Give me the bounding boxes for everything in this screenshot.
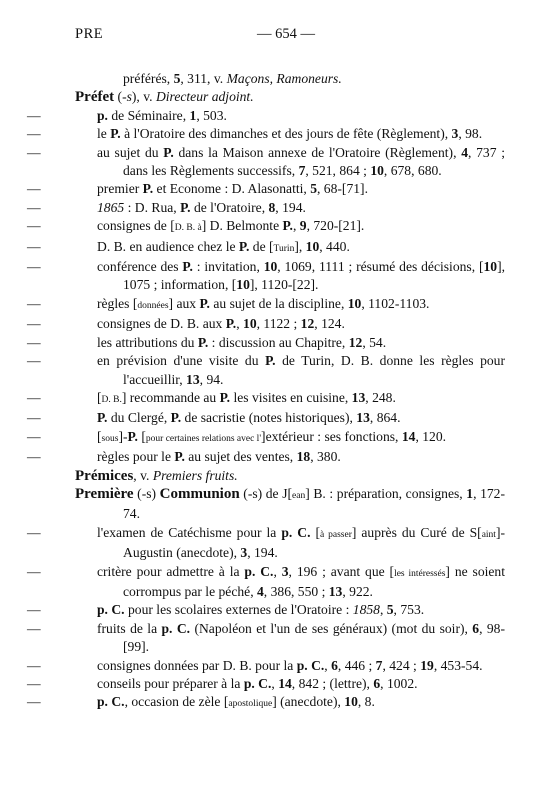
entry-text: 6 — [472, 620, 480, 636]
entry-text: conseils pour préparer à la — [97, 676, 244, 691]
entry-text: consignes données par D. B. pour la — [97, 657, 297, 673]
entry-text: 14 — [401, 428, 416, 444]
entry-text: Communion — [159, 485, 240, 502]
entry-text: 12 — [348, 334, 363, 350]
entry-text: p. C. — [161, 620, 191, 636]
entry-text: , 8. — [357, 694, 375, 710]
entry-text: pour certaines relations avec l' — [145, 433, 262, 444]
entry-text: de l'Oratoire, — [190, 199, 269, 215]
entry-text: P. — [219, 389, 231, 405]
index-headword-entry — [75, 485, 505, 524]
entry-text: 6 — [373, 676, 381, 691]
index-entry — [27, 675, 505, 693]
entry-text: P. — [97, 410, 108, 426]
entry-text: 4 — [461, 144, 468, 160]
entry-text: 7 — [298, 163, 306, 179]
entry-text: p. — [97, 107, 108, 123]
entry-text: consignes de D. B. aux — [97, 316, 226, 332]
index-entry — [27, 389, 505, 409]
entry-text: P. — [197, 334, 209, 350]
entry-dash: — — [27, 676, 41, 691]
entry-text: 1 — [189, 107, 197, 123]
entry-text: ] recommande au — [121, 389, 220, 405]
entry-dash: — — [27, 389, 41, 405]
entry-text: , 503. — [196, 107, 227, 123]
entry-text: , 68-[71]. — [317, 181, 368, 197]
entry-text: 10 — [370, 163, 384, 179]
entry-text: 10 — [263, 259, 278, 275]
entry-text: P. — [180, 199, 191, 215]
index-entry — [27, 563, 505, 602]
entry-text: , 196 ; avant que [ — [288, 563, 395, 579]
entry-text: et Econome : D. Alasonatti, — [153, 181, 311, 197]
index-entry — [27, 352, 505, 389]
entry-text: [ — [310, 524, 320, 540]
entry-text: , 98-[99]. — [123, 620, 505, 655]
index-entry — [27, 409, 505, 427]
index-entry — [75, 70, 505, 88]
entry-text: 13 — [186, 371, 200, 387]
entry-text: , 1122 ; — [256, 316, 301, 332]
entry-dash: — — [27, 199, 41, 215]
entry-text: ]-Augustin (anecdote), — [123, 524, 505, 561]
entry-text: , — [236, 316, 244, 332]
entry-dash: — — [27, 353, 41, 369]
entry-text: ] D. Belmonte — [201, 218, 283, 234]
entry-text: 10 — [305, 238, 320, 254]
entry-text: ] aux — [168, 295, 200, 311]
entry-dash: — — [27, 126, 41, 142]
entry-text: au sujet du — [97, 144, 164, 160]
entry-text: D. B. — [101, 394, 122, 405]
index-entry — [27, 428, 505, 448]
entry-text: 13 — [351, 389, 366, 405]
entry-text: , 172-74. — [123, 485, 505, 522]
entry-text: préférés, — [123, 71, 174, 86]
entry-text: 13 — [356, 410, 370, 426]
entry-text: au sujet de la discipline, — [209, 295, 348, 311]
entry-text: critère pour admettre à la — [97, 563, 245, 579]
entry-dash: — — [27, 563, 41, 579]
entry-text: D. B. à — [174, 223, 202, 234]
entry-text: 5 — [386, 602, 394, 618]
entry-text: Directeur adjoint. — [155, 89, 254, 105]
entry-text: ] B. : préparation, consignes, — [305, 485, 467, 501]
entry-text: , 446 ; — [337, 657, 376, 673]
entry-text: règles pour le — [97, 449, 175, 465]
entry-text: les visites en cuisine, — [230, 389, 352, 405]
entry-text: sous — [101, 433, 119, 444]
entry-text: dans la Maison annexe de l'Oratoire (Règlement), — [173, 144, 462, 160]
entry-text: , 864. — [369, 410, 401, 426]
entry-text: à passer — [319, 529, 352, 540]
entry-text: (Napoléon et l'un de ses généraux) (mot du soir), — [190, 620, 473, 636]
entry-text: 8 — [268, 199, 276, 215]
page-number: — 654 — — [257, 26, 315, 42]
entry-text: ]- — [118, 428, 128, 444]
index-entry — [27, 334, 505, 352]
entry-text: 5 — [173, 71, 181, 86]
entry-text: premier — [97, 181, 143, 197]
entry-dash: — — [27, 295, 41, 311]
entry-text: , — [324, 657, 332, 673]
entry-text: P. — [110, 126, 121, 142]
entry-text: 18 — [296, 449, 311, 465]
entry-text: 10 — [483, 259, 498, 275]
entry-text: (-s) — [133, 485, 160, 501]
index-headword-entry — [75, 467, 505, 485]
index-entry — [27, 238, 505, 258]
entry-text: ] ne soient corrompus par le péché, — [123, 563, 505, 599]
entry-text: P. — [282, 218, 293, 234]
entry-text: 14 — [278, 676, 292, 691]
entry-text: pour les scolaires externes de l'Oratoire : — [124, 602, 353, 618]
entry-text: , 842 ; (lettre), — [291, 676, 374, 691]
entry-text: , 124. — [314, 316, 345, 332]
entry-dash: — — [27, 694, 41, 710]
entry-text: : invitation, — [192, 259, 264, 275]
entry-text: , 194. — [247, 545, 278, 561]
entry-text: les intéressés — [394, 568, 446, 579]
entry-text: p. C. — [244, 563, 274, 579]
headword: Première — [75, 485, 134, 502]
entry-text: p. C. — [243, 676, 272, 691]
entry-dash: — — [27, 449, 41, 465]
entry-text: (-s) de J[ — [239, 485, 293, 501]
entry-dash: — — [27, 410, 41, 426]
index-entry — [27, 107, 505, 125]
entry-text: , 1102-1103. — [361, 295, 430, 311]
entry-text: , 453-54. — [433, 657, 483, 673]
entry-text: ] auprès du Curé de S[ — [351, 524, 482, 540]
entry-text: P. — [199, 295, 210, 311]
entry-text: ], 1120-[22]. — [249, 277, 319, 293]
entry-text: P. — [265, 353, 276, 369]
entry-text: , 194. — [275, 199, 306, 215]
entry-text: , 753. — [393, 602, 425, 618]
entry-text: P. — [142, 181, 154, 197]
entry-text: , 386, 550 ; — [263, 583, 329, 599]
index-entry — [27, 295, 505, 315]
entry-text: 10 — [344, 694, 358, 710]
entry-text: les attributions du — [97, 334, 198, 350]
index-entry — [27, 448, 505, 466]
page-header — [75, 26, 495, 46]
entry-text: Maçons, Ramoneurs. — [226, 71, 342, 86]
entry-text: en prévision d'une visite du — [97, 353, 266, 369]
entry-text: , 311, v. — [180, 71, 227, 86]
entry-dash: — — [27, 334, 41, 350]
entry-text: ], — [294, 238, 306, 254]
index-headword-entry — [75, 88, 505, 106]
entry-dash: — — [27, 524, 41, 540]
entry-text: , 678, 680. — [383, 163, 442, 179]
index-entry — [27, 199, 505, 217]
entry-text: de sacristie (notes historiques), — [181, 410, 357, 426]
entry-text: , 922. — [342, 583, 373, 599]
entry-text: , 440. — [319, 238, 350, 254]
entry-text: Turin — [273, 243, 295, 254]
index-content — [27, 70, 505, 714]
entry-text: aint — [481, 529, 496, 540]
headword: Prémices — [75, 467, 134, 484]
entry-text: 1 — [466, 485, 474, 501]
entry-text: de [ — [249, 238, 274, 254]
entry-text: 4 — [257, 583, 264, 599]
entry-text: , 1069, 1111 ; résumé des décisions, [ — [277, 259, 484, 275]
entry-text: , 380. — [310, 449, 341, 465]
entry-text: P. — [238, 238, 250, 254]
index-entry — [27, 180, 505, 198]
entry-text: , — [379, 602, 387, 618]
entry-text: , 737 ; dans les Règlements successifs, — [123, 144, 505, 179]
entry-text: le — [97, 126, 111, 142]
entry-text: , 720-[21]. — [306, 218, 365, 234]
entry-text: 9 — [299, 218, 307, 234]
index-entry — [27, 217, 505, 237]
entry-text: Premiers fruits. — [152, 467, 238, 483]
index-entry — [27, 524, 505, 563]
entry-text: : discussion au Chapitre, — [208, 334, 349, 350]
entry-text: au sujet des ventes, — [184, 449, 297, 465]
entry-text: , 1002. — [380, 676, 418, 691]
entry-text: P. — [163, 144, 174, 160]
entry-text: 19 — [420, 657, 434, 673]
entry-text: p. C. — [296, 657, 325, 673]
entry-text: ]extérieur : ses fonctions, — [261, 428, 402, 444]
entry-text: , 54. — [362, 334, 387, 350]
entry-text: [ — [97, 428, 102, 444]
entry-text: p. C. — [97, 694, 125, 710]
entry-text: 3 — [451, 126, 459, 142]
entry-dash: — — [27, 620, 41, 636]
entry-text: , occasion de zèle [ — [124, 694, 229, 710]
entry-dash: — — [27, 657, 41, 673]
entry-dash: — — [27, 181, 41, 197]
entry-text: 10 — [243, 316, 257, 332]
entry-text: P. — [174, 449, 185, 465]
entry-text: ), v. — [131, 89, 156, 105]
entry-text: ean — [292, 490, 306, 501]
entry-text: P. — [127, 428, 138, 444]
entry-text: , 98. — [458, 126, 483, 142]
index-entry — [27, 620, 505, 657]
entry-text: P. — [182, 259, 193, 275]
entry-text: -s — [122, 89, 132, 105]
index-entry — [27, 315, 505, 333]
entry-text: P. — [170, 410, 182, 426]
entry-text: , — [273, 563, 282, 579]
headword: Préfet — [75, 89, 115, 106]
entry-dash: — — [27, 144, 41, 160]
running-head: PRE — [75, 26, 104, 42]
entry-text: conférence des — [97, 259, 183, 275]
entry-text: ], 1075 ; information, [ — [123, 259, 505, 293]
entry-text: règles [ — [97, 295, 138, 311]
entry-text: fruits de la — [97, 620, 162, 636]
entry-text: , 94. — [199, 371, 224, 387]
entry-text: , 248. — [365, 389, 396, 405]
entry-text: , 521, 864 ; — [305, 163, 371, 179]
entry-text: , 424 ; — [382, 657, 421, 673]
entry-text: , — [271, 676, 279, 691]
entry-text: 7 — [375, 657, 383, 673]
entry-text: D. B. en audience chez le — [97, 238, 239, 254]
entry-text: 1858 — [352, 602, 380, 618]
entry-text: 10 — [347, 295, 362, 311]
index-entry — [27, 657, 505, 675]
entry-dash: — — [27, 316, 41, 332]
entry-text: données — [137, 300, 169, 311]
entry-text: [ — [97, 389, 102, 405]
entry-text: de Turin, D. B. donne les règles pour l'accueillir, — [123, 353, 505, 387]
entry-text: à l'Oratoire des dimanches et des jours de fête (Règlement), — [120, 126, 452, 142]
entry-dash: — — [27, 218, 41, 234]
entry-text: , v. — [133, 467, 153, 483]
entry-text: 5 — [310, 181, 317, 197]
entry-text: 3 — [240, 545, 248, 561]
index-entry — [27, 601, 505, 619]
entry-text: du Clergé, — [107, 410, 171, 426]
entry-text: 1865 — [97, 199, 125, 215]
index-entry — [27, 125, 505, 143]
entry-text: 3 — [281, 563, 289, 579]
entry-dash: — — [27, 259, 41, 275]
entry-text: ] (anecdote), — [272, 694, 345, 710]
entry-text: P. — [225, 316, 237, 332]
index-entry — [27, 258, 505, 295]
entry-text: , — [292, 218, 300, 234]
entry-text: p. C. — [97, 602, 125, 618]
entry-text: [ — [137, 428, 146, 444]
entry-text: p. C. — [281, 524, 311, 540]
entry-text: 12 — [300, 316, 315, 332]
entry-text: ( — [114, 89, 123, 105]
entry-text: : D. Rua, — [124, 199, 181, 215]
index-entry — [27, 693, 505, 713]
entry-text: , 120. — [415, 428, 447, 444]
entry-dash: — — [27, 107, 41, 123]
entry-text: 13 — [328, 583, 343, 599]
entry-text: de Séminaire, — [107, 107, 190, 123]
entry-text: l'examen de Catéchisme pour la — [97, 524, 282, 540]
entry-dash: — — [27, 238, 41, 254]
entry-dash: — — [27, 602, 41, 618]
entry-dash: — — [27, 428, 41, 444]
entry-text: consignes de [ — [97, 218, 175, 234]
entry-text: 10 — [236, 277, 250, 293]
entry-text: apostolique — [228, 699, 273, 710]
entry-text: 6 — [331, 657, 338, 673]
index-entry — [27, 144, 505, 181]
